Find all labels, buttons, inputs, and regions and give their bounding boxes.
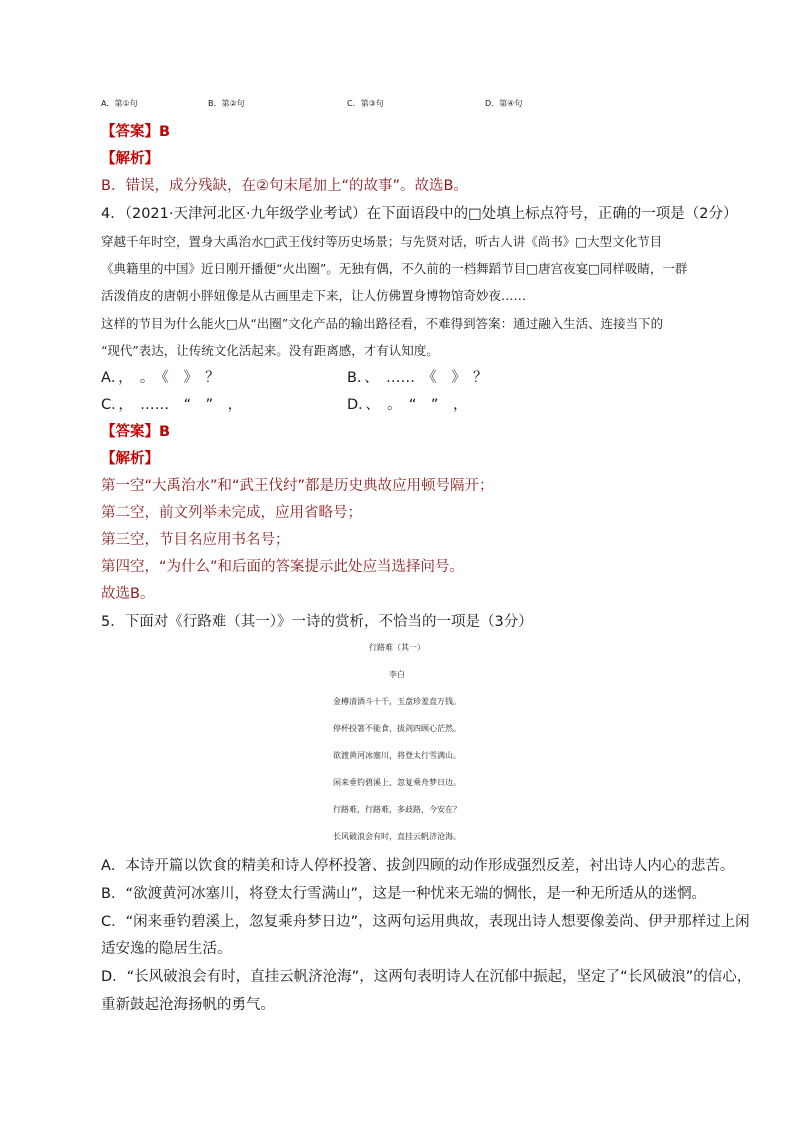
q4-passage-line: 《典籍里的中国》近日刚开播便“火出圈”。无独有偶，不久前的一档舞蹈节目□唐宫夜宴□同样吸睛，一群 [101, 261, 688, 276]
q5-poem-author: 李白 [389, 670, 405, 679]
q5-poem-line: 长风破浪会有时，直挂云帆济沧海。 [333, 832, 461, 841]
q3-option-d: D．第④句 [485, 99, 523, 108]
q5-poem-title: 行路难（其一） [369, 643, 425, 652]
q3-option-c: C．第③句 [347, 99, 384, 108]
q4-answer: 【答案】B [101, 424, 171, 440]
q3-option-b: B．第②句 [208, 99, 245, 108]
q3-answer: 【答案】B [101, 124, 171, 140]
q5-option-b: B．“欲渡黄河冰塞川，将登太行雪满山”，这是一种忧来无端的惆怅，是一种无所适从的迷惘。 [101, 886, 706, 902]
q5-poem-line: 闲来垂钓碧溪上，忽复乘舟梦日边。 [333, 778, 461, 787]
q4-analysis-line: 故选B。 [101, 586, 155, 602]
q4-analysis-line: 第四空，“为什么”和后面的答案提示此处应当选择问号。 [101, 559, 465, 575]
q4-stem: 4．（2021·天津河北区·九年级学业考试）在下面语段中的□处填上标点符号，正确的一项是（2分） [101, 206, 738, 222]
q4-passage-line: 穿越千年时空，置身大禹治水□武王伐纣等历史场景；与先贤对话，听古人讲《尚书》□大型文化节目 [101, 234, 663, 249]
q4-option-d: D．、 。 “ ” ， [347, 397, 468, 413]
q3-options [0, 94, 794, 114]
q5-poem-line: 停杯投箸不能食，拔剑四顾心茫然。 [333, 724, 461, 733]
q3-analysis-label: 【解析】 [101, 151, 159, 167]
q5-stem: 5．下面对《行路难（其一）》一诗的赏析，不恰当的一项是（3分） [101, 614, 533, 630]
q5-option-c: C．“闲来垂钓碧溪上，忽复乘舟梦日边”，这两句运用典故，表现出诗人想要像姜尚、伊尹那样过上闲 [101, 914, 750, 930]
q5-poem-line: 金樽清酒斗十千，玉盘珍羞直万钱。 [333, 697, 461, 706]
q4-passage-line: “现代”表达，让传统文化活起来。没有距离感，才有认知度。 [101, 343, 439, 358]
q4-option-c: C．， …… “ ” ， [101, 397, 243, 413]
q3-analysis-text: B．错误，成分残缺，在②句末尾加上“的故事”。故选B。 [101, 178, 468, 194]
q4-option-a: A．， 。 《 》 ？ [101, 370, 220, 386]
q4-option-b: B．、 …… 《 》 ？ [347, 370, 488, 386]
q5-option-c-cont: 适安逸的隐居生活。 [101, 941, 232, 957]
q4-passage-line: 这样的节目为什么能火□从“出圈”文化产品的输出路径看，不难得到答案：通过融入生活、连接当下的 [101, 316, 664, 331]
q4-analysis-label: 【解析】 [101, 451, 159, 467]
q4-analysis-line: 第一空“大禹治水”和“武王伐纣”都是历史典故应用顿号隔开； [101, 478, 494, 494]
q5-option-a: A．本诗开篇以饮食的精美和诗人停杯投箸、拔剑四顾的动作形成强烈反差，衬出诗人内心的悲苦。 [101, 858, 735, 874]
q5-poem-line: 欲渡黄河冰塞川，将登太行雪满山。 [333, 751, 461, 760]
q4-analysis-line: 第二空，前文列举未完成，应用省略号； [101, 505, 362, 521]
q5-poem-line: 行路难，行路难，多歧路，今安在？ [333, 805, 461, 814]
q5-option-d-cont: 重新鼓起沧海扬帆的勇气。 [101, 997, 275, 1013]
q3-option-a: A．第①句 [101, 99, 138, 108]
q5-option-d: D．“长风破浪会有时，直挂云帆济沧海”，这两句表明诗人在沉郁中振起，坚定了“长风破浪”的信心， [101, 969, 752, 985]
q4-passage-line: 活泼俏皮的唐朝小胖妞像是从古画里走下来，让人仿佛置身博物馆奇妙夜…… [101, 288, 527, 303]
q4-analysis-line: 第三空，节目名应用书名号； [101, 532, 290, 548]
